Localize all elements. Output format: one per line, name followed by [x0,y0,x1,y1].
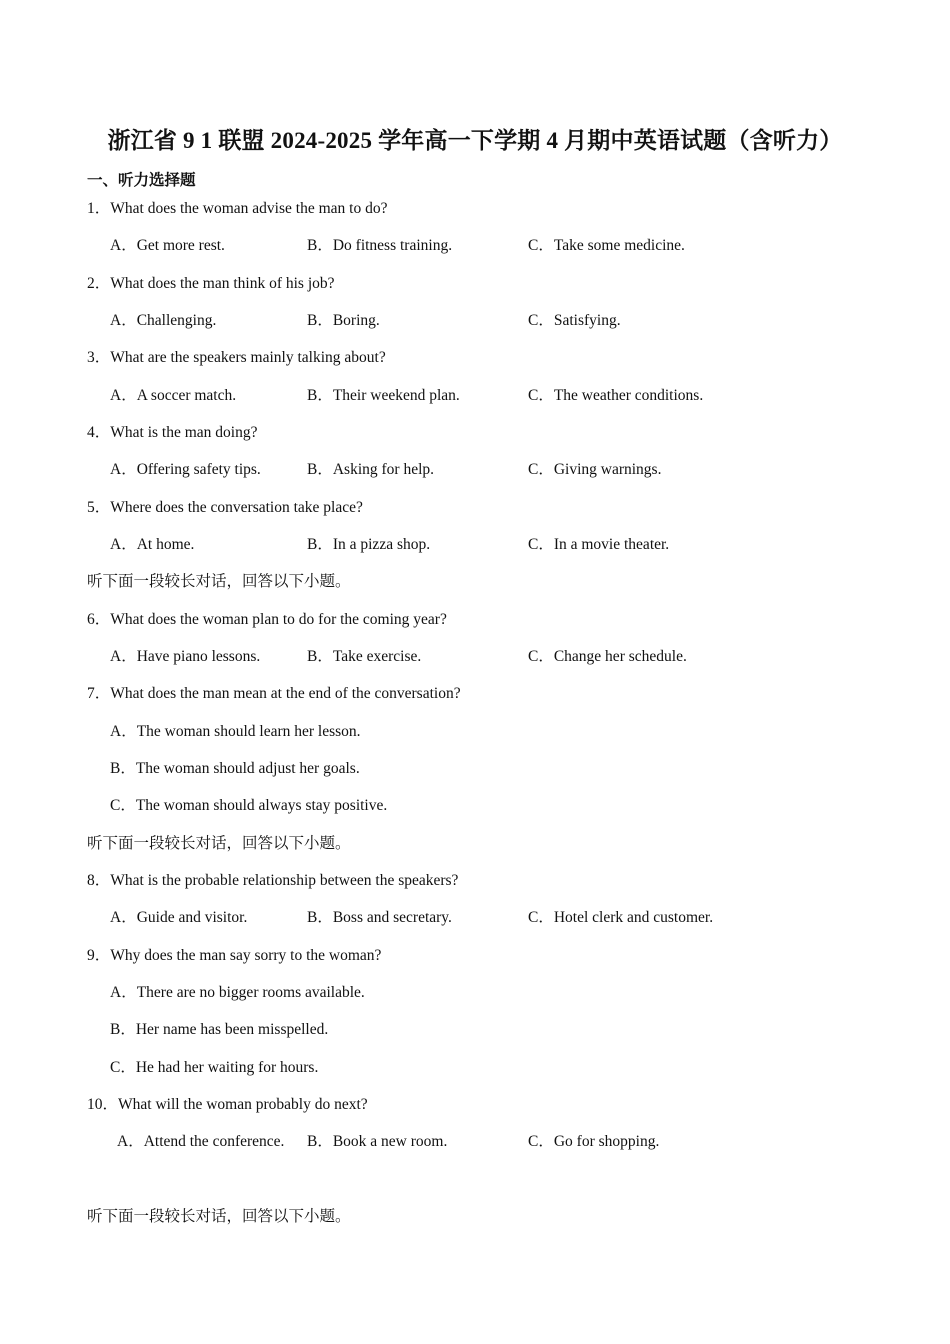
section-heading: 一、听力选择题 [87,172,196,189]
option-7c: C．The woman should always stay positive. [110,797,388,814]
option-9b: B．Her name has been misspelled. [110,1021,329,1038]
question-4: 4．What is the man doing? [87,424,258,441]
question-2: 2．What does the man think of his job? [87,275,335,292]
option-2c: C．Satisfying. [528,312,621,329]
option-2b: B．Boring. [307,312,380,329]
option-4b: B．Asking for help. [307,461,435,478]
option-3a: A．A soccer match. [110,387,237,404]
question-10: 10．What will the woman probably do next? [87,1096,368,1113]
option-2a: A．Challenging. [110,312,217,329]
option-9c: C．He had her waiting for hours. [110,1059,319,1076]
option-10b: B．Book a new room. [307,1133,448,1150]
question-3: 3．What are the speakers mainly talking about? [87,349,386,366]
option-8b: B．Boss and secretary. [307,909,452,926]
option-7b: B．The woman should adjust her goals. [110,760,360,777]
instruction-2: 听下面一段较长对话，回答以下小题。 [87,835,351,852]
question-1: 1．What does the woman advise the man to do? [87,200,388,217]
option-10c: C．Go for shopping. [528,1133,660,1150]
question-7: 7．What does the man mean at the end of the conversation? [87,685,461,702]
option-3c: C．The weather conditions. [528,387,704,404]
option-8c: C．Hotel clerk and customer. [528,909,714,926]
option-5a: A．At home. [110,536,195,553]
question-9: 9．Why does the man say sorry to the woman? [87,947,382,964]
option-6c: C．Change her schedule. [528,648,687,665]
instruction-1: 听下面一段较长对话，回答以下小题。 [87,573,351,590]
question-6: 6．What does the woman plan to do for the coming year? [87,611,447,628]
option-4c: C．Giving warnings. [528,461,662,478]
question-5: 5．Where does the conversation take place? [87,499,363,516]
document-title: 浙江省 9 1 联盟 2024-2025 学年高一下学期 4 月期中英语试题（含听力） [107,128,843,153]
option-1a: A．Get more rest. [110,237,225,254]
option-6b: B．Take exercise. [307,648,422,665]
option-3b: B．Their weekend plan. [307,387,460,404]
question-8: 8．What is the probable relationship between the speakers? [87,872,459,889]
option-5b: B．In a pizza shop. [307,536,431,553]
option-9a: A．There are no bigger rooms available. [110,984,365,1001]
option-10a: A．Attend the conference. [117,1133,285,1150]
option-1c: C．Take some medicine. [528,237,685,254]
option-7a: A．The woman should learn her lesson. [110,723,361,740]
option-5c: C．In a movie theater. [528,536,670,553]
instruction-3: 听下面一段较长对话，回答以下小题。 [87,1208,351,1225]
option-8a: A．Guide and visitor. [110,909,248,926]
option-6a: A．Have piano lessons. [110,648,261,665]
option-1b: B．Do fitness training. [307,237,453,254]
option-4a: A．Offering safety tips. [110,461,261,478]
